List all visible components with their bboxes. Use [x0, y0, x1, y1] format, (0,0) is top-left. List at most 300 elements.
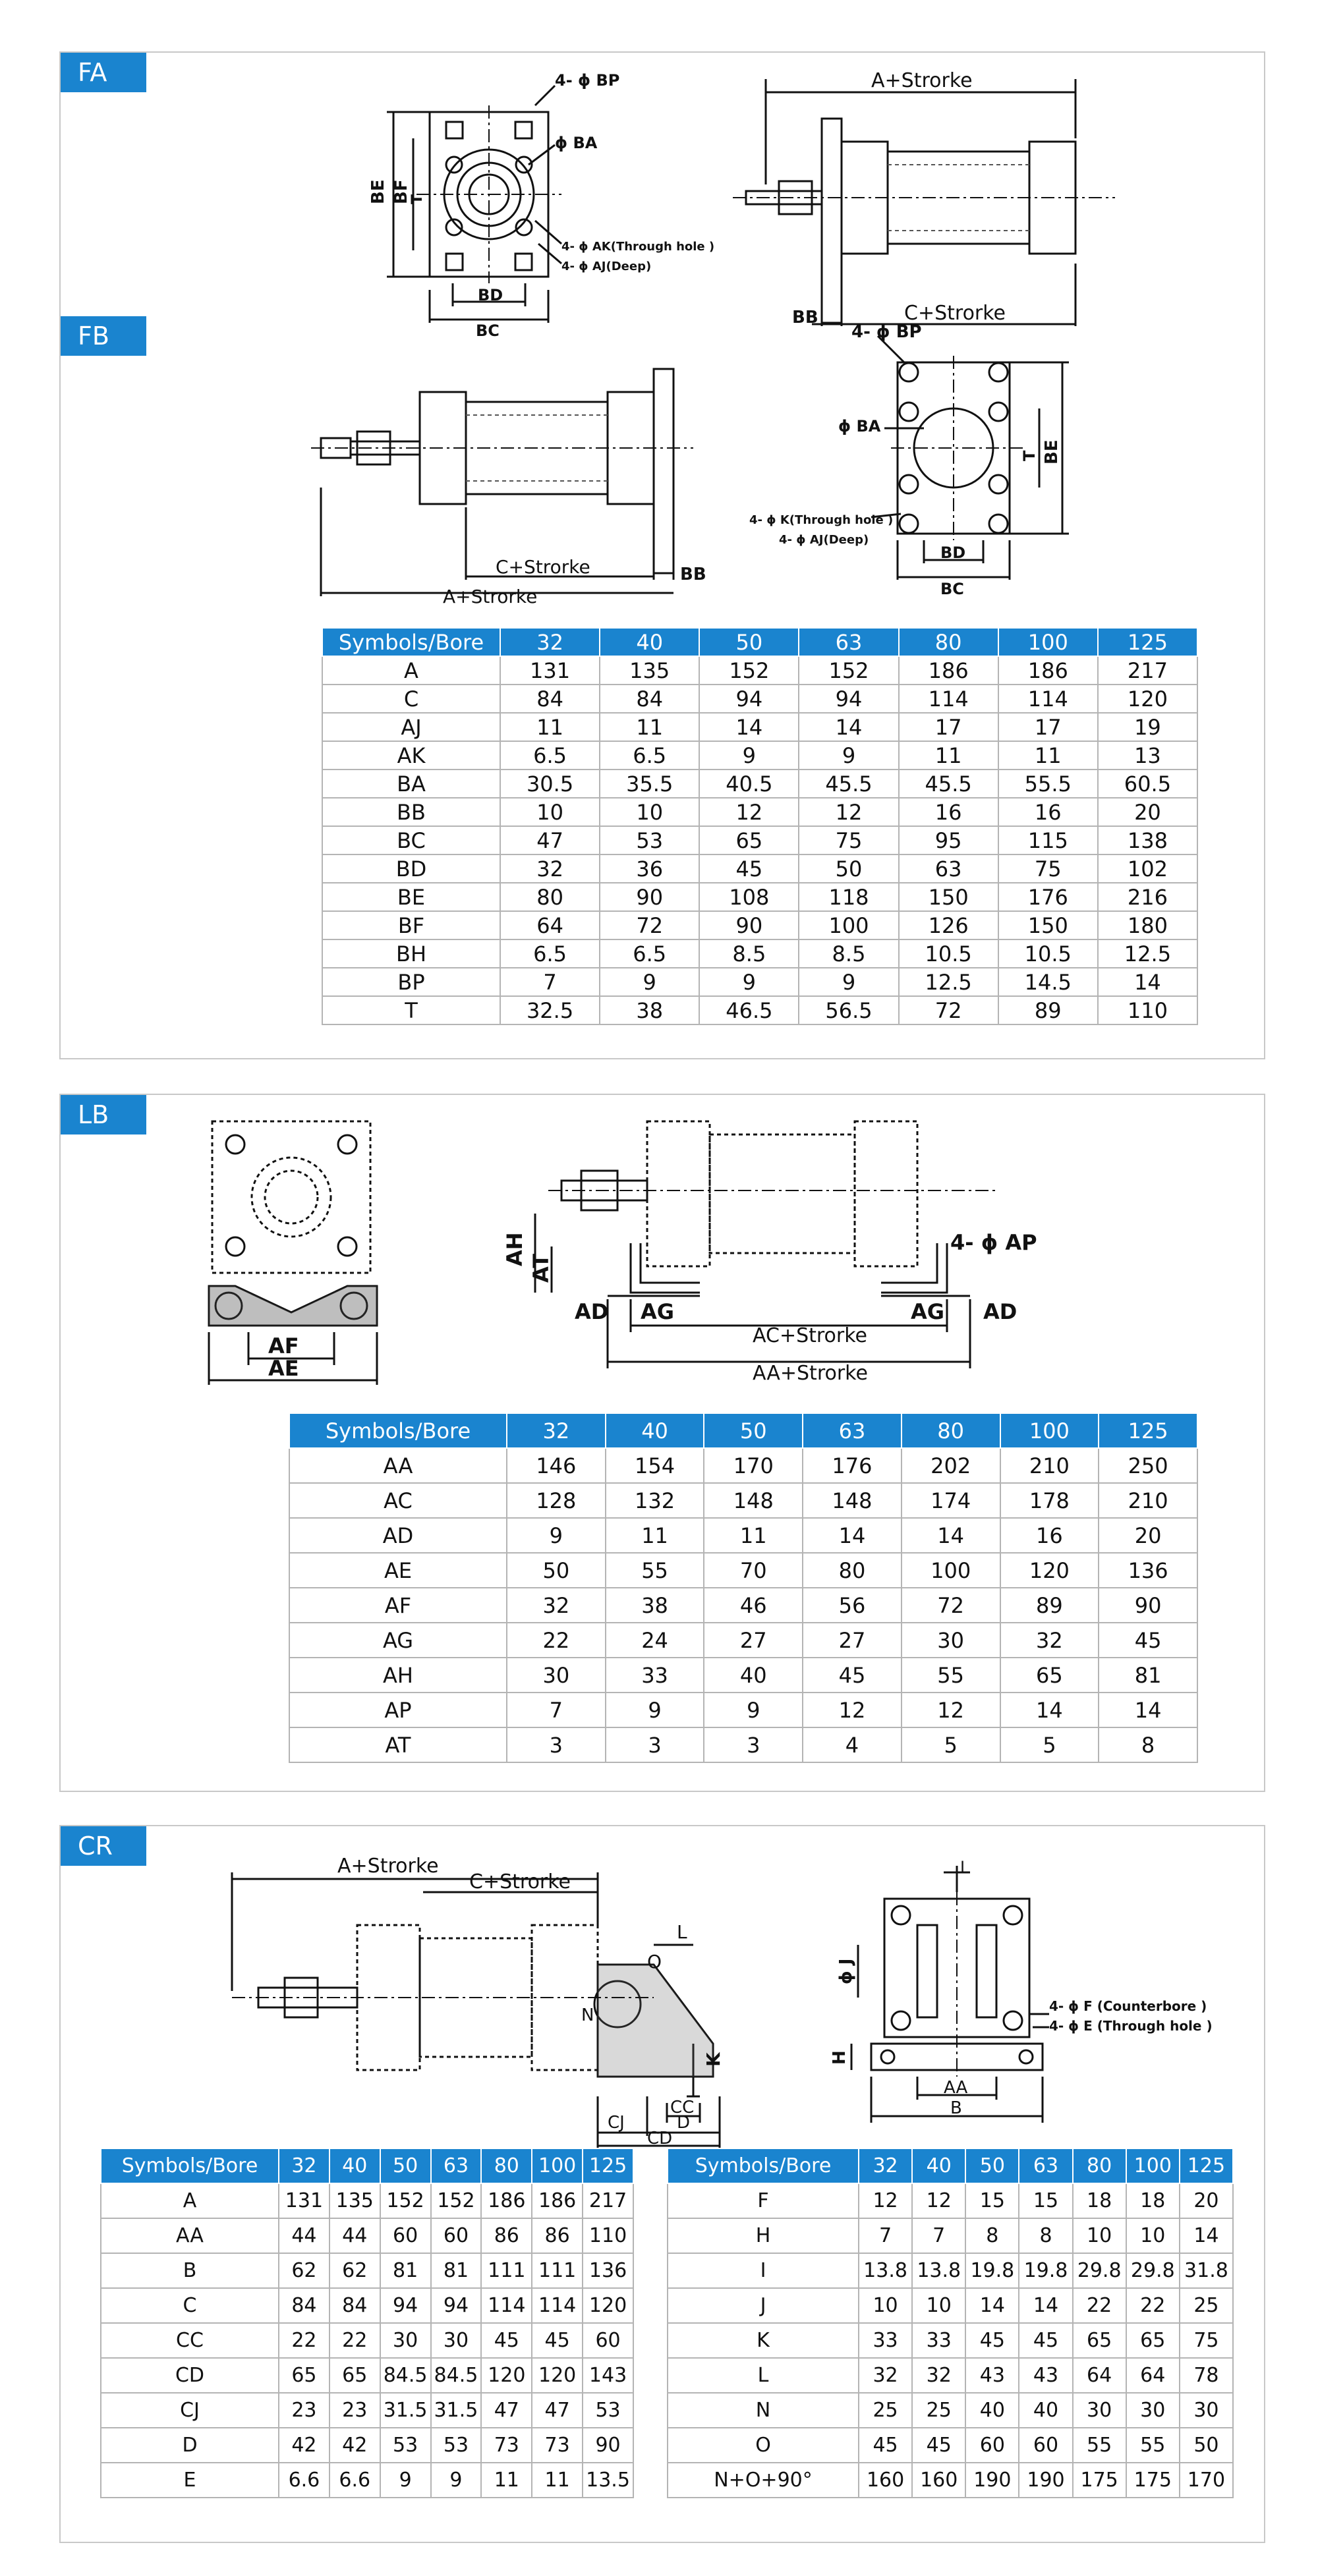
fb-bp-label: 4- ϕ BP [851, 322, 922, 342]
symbol-cell: AF [289, 1588, 507, 1623]
value-cell: 65 [330, 2358, 380, 2393]
table-row [289, 1483, 1197, 1518]
value-cell: 8 [1099, 1727, 1197, 1762]
value-cell: 12 [799, 798, 898, 826]
lb-ad-left-label: AD [575, 1299, 609, 1324]
value-cell: 6.6 [330, 2463, 380, 2498]
fb-front-view-drawing [673, 323, 1174, 613]
value-cell: 30 [1073, 2393, 1126, 2428]
cr-n-label: N [581, 2005, 594, 2025]
value-cell: 11 [532, 2463, 583, 2498]
header-bore-125: 125 [1098, 628, 1197, 656]
value-cell: 19.8 [1019, 2253, 1072, 2288]
value-cell: 30 [507, 1658, 606, 1693]
header-bore-40: 40 [912, 2148, 965, 2183]
lb-ac-stroke-label: AC+Strorke [753, 1324, 868, 1347]
value-cell: 11 [899, 741, 998, 770]
header-bore-32: 32 [500, 628, 600, 656]
value-cell: 180 [1098, 911, 1197, 939]
value-cell: 8 [965, 2218, 1019, 2253]
header-symbols-bore: Symbols/Bore [668, 2148, 859, 2183]
cr-b-label: B [950, 2098, 962, 2118]
value-cell: 90 [600, 883, 699, 911]
value-cell: 84 [330, 2288, 380, 2323]
value-cell: 15 [965, 2183, 1019, 2218]
value-cell: 45.5 [799, 770, 898, 798]
lb-ah-label: AH [502, 1232, 527, 1266]
value-cell: 43 [965, 2358, 1019, 2393]
value-cell: 150 [998, 911, 1098, 939]
cr-d-label: D [677, 2113, 691, 2133]
value-cell: 30 [380, 2323, 431, 2358]
value-cell: 60.5 [1098, 770, 1197, 798]
value-cell: 5 [902, 1727, 1000, 1762]
value-cell: 190 [965, 2463, 1019, 2498]
table-row [322, 854, 1197, 883]
symbol-cell: BP [322, 968, 500, 996]
symbol-cell: AC [289, 1483, 507, 1518]
header-bore-100: 100 [532, 2148, 583, 2183]
fb-bd-label: BD [940, 544, 966, 562]
header-bore-63: 63 [431, 2148, 482, 2183]
symbol-cell: CC [101, 2323, 279, 2358]
value-cell: 75 [1180, 2323, 1233, 2358]
symbol-cell: N [668, 2393, 859, 2428]
fb-t-label: T [1020, 450, 1039, 461]
lb-dimension-table [289, 1413, 1198, 1763]
value-cell: 176 [998, 883, 1098, 911]
value-cell: 3 [704, 1727, 803, 1762]
value-cell: 27 [803, 1623, 902, 1658]
table-row [101, 2288, 633, 2323]
value-cell: 136 [1099, 1553, 1197, 1588]
value-cell: 120 [1098, 685, 1197, 713]
value-cell: 170 [704, 1448, 803, 1483]
cr-cc-label: CC [670, 2098, 695, 2117]
value-cell: 110 [1098, 996, 1197, 1024]
value-cell: 22 [1073, 2288, 1126, 2323]
lb-front-view-drawing [192, 1115, 443, 1381]
value-cell: 75 [998, 854, 1098, 883]
value-cell: 45 [859, 2428, 912, 2463]
value-cell: 60 [965, 2428, 1019, 2463]
table-row [289, 1448, 1197, 1483]
value-cell: 90 [583, 2428, 633, 2463]
value-cell: 46.5 [699, 996, 799, 1024]
value-cell: 45 [1019, 2323, 1072, 2358]
symbol-cell: J [668, 2288, 859, 2323]
value-cell: 53 [600, 826, 699, 854]
value-cell: 45 [803, 1658, 902, 1693]
cr-panel [59, 1825, 1265, 2543]
value-cell: 56 [803, 1588, 902, 1623]
value-cell: 170 [1180, 2463, 1233, 2498]
value-cell: 20 [1099, 1518, 1197, 1553]
value-cell: 53 [583, 2393, 633, 2428]
value-cell: 100 [799, 911, 898, 939]
table-header-row [668, 2148, 1233, 2183]
table-row [668, 2428, 1233, 2463]
value-cell: 108 [699, 883, 799, 911]
cr-side-view-drawing [192, 1846, 851, 2149]
value-cell: 84 [500, 685, 600, 713]
value-cell: 5 [1000, 1727, 1099, 1762]
fa-aj-label: 4- ϕ AJ(Deep) [561, 260, 652, 273]
value-cell: 44 [330, 2218, 380, 2253]
value-cell: 65 [1126, 2323, 1180, 2358]
value-cell: 154 [606, 1448, 704, 1483]
value-cell: 32 [912, 2358, 965, 2393]
table-row [322, 826, 1197, 854]
header-bore-80: 80 [902, 1413, 1000, 1448]
value-cell: 114 [532, 2288, 583, 2323]
header-bore-32: 32 [859, 2148, 912, 2183]
value-cell: 10 [500, 798, 600, 826]
value-cell: 9 [380, 2463, 431, 2498]
value-cell: 210 [1000, 1448, 1099, 1483]
symbol-cell: AA [289, 1448, 507, 1483]
value-cell: 11 [500, 713, 600, 741]
value-cell: 216 [1098, 883, 1197, 911]
table-row [322, 770, 1197, 798]
fa-side-view-drawing [720, 66, 1128, 343]
value-cell: 178 [1000, 1483, 1099, 1518]
fb-c-stroke-label: C+Strorke [496, 556, 590, 578]
table-row [289, 1727, 1197, 1762]
fb-be-label: BE [1042, 439, 1062, 464]
value-cell: 186 [899, 656, 998, 685]
value-cell: 217 [1098, 656, 1197, 685]
value-cell: 33 [606, 1658, 704, 1693]
value-cell: 94 [431, 2288, 482, 2323]
table-row [668, 2393, 1233, 2428]
value-cell: 43 [1019, 2358, 1072, 2393]
value-cell: 6.5 [600, 939, 699, 968]
cr-h-label: H [830, 2050, 849, 2065]
table-row [322, 996, 1197, 1024]
value-cell: 56.5 [799, 996, 898, 1024]
value-cell: 25 [859, 2393, 912, 2428]
value-cell: 42 [279, 2428, 330, 2463]
value-cell: 10 [1126, 2218, 1180, 2253]
value-cell: 32 [500, 854, 600, 883]
value-cell: 9 [799, 741, 898, 770]
value-cell: 176 [803, 1448, 902, 1483]
value-cell: 50 [507, 1553, 606, 1588]
value-cell: 60 [380, 2218, 431, 2253]
value-cell: 72 [899, 996, 998, 1024]
table-row [668, 2463, 1233, 2498]
value-cell: 14 [803, 1518, 902, 1553]
cr-dimension-table-left [100, 2148, 634, 2498]
table-row [289, 1693, 1197, 1727]
fa-fb-panel [59, 51, 1265, 1059]
header-bore-40: 40 [600, 628, 699, 656]
value-cell: 24 [606, 1623, 704, 1658]
value-cell: 9 [704, 1693, 803, 1727]
value-cell: 33 [912, 2323, 965, 2358]
header-bore-63: 63 [803, 1413, 902, 1448]
symbol-cell: CD [101, 2358, 279, 2393]
value-cell: 6.6 [279, 2463, 330, 2498]
cr-tag: CR [61, 1826, 146, 1866]
value-cell: 29.8 [1073, 2253, 1126, 2288]
symbol-cell: BF [322, 911, 500, 939]
header-bore-80: 80 [1073, 2148, 1126, 2183]
value-cell: 9 [507, 1518, 606, 1553]
header-bore-63: 63 [799, 628, 898, 656]
value-cell: 18 [1073, 2183, 1126, 2218]
symbol-cell: C [101, 2288, 279, 2323]
value-cell: 14 [1098, 968, 1197, 996]
value-cell: 40 [965, 2393, 1019, 2428]
header-bore-100: 100 [1126, 2148, 1180, 2183]
value-cell: 75 [799, 826, 898, 854]
fa-bc-label: BC [476, 322, 500, 340]
header-bore-50: 50 [380, 2148, 431, 2183]
value-cell: 50 [1180, 2428, 1233, 2463]
table-row [101, 2428, 633, 2463]
value-cell: 16 [899, 798, 998, 826]
value-cell: 65 [1000, 1658, 1099, 1693]
value-cell: 13 [1098, 741, 1197, 770]
value-cell: 81 [431, 2253, 482, 2288]
value-cell: 30 [1126, 2393, 1180, 2428]
value-cell: 6.5 [500, 741, 600, 770]
value-cell: 22 [1126, 2288, 1180, 2323]
lb-ag-left-label: AG [641, 1299, 675, 1324]
value-cell: 12 [803, 1693, 902, 1727]
value-cell: 81 [380, 2253, 431, 2288]
value-cell: 17 [998, 713, 1098, 741]
header-bore-125: 125 [1099, 1413, 1197, 1448]
header-bore-125: 125 [1180, 2148, 1233, 2183]
value-cell: 8 [1019, 2218, 1072, 2253]
value-cell: 55 [1126, 2428, 1180, 2463]
symbol-cell: I [668, 2253, 859, 2288]
fa-be-label: BE [368, 179, 388, 204]
value-cell: 80 [803, 1553, 902, 1588]
value-cell: 60 [1019, 2428, 1072, 2463]
value-cell: 11 [606, 1518, 704, 1553]
value-cell: 45 [699, 854, 799, 883]
header-bore-63: 63 [1019, 2148, 1072, 2183]
fa-bp-label: 4- ϕ BP [555, 71, 620, 90]
value-cell: 53 [431, 2428, 482, 2463]
cr-aa-label: AA [944, 2078, 968, 2098]
cr-cj-label: CJ [608, 2113, 625, 2133]
value-cell: 12.5 [899, 968, 998, 996]
lb-ag-right-label: AG [911, 1299, 945, 1324]
value-cell: 10.5 [998, 939, 1098, 968]
value-cell: 114 [998, 685, 1098, 713]
value-cell: 38 [606, 1588, 704, 1623]
value-cell: 84.5 [431, 2358, 482, 2393]
value-cell: 47 [500, 826, 600, 854]
value-cell: 102 [1098, 854, 1197, 883]
value-cell: 40 [1019, 2393, 1072, 2428]
value-cell: 4 [803, 1727, 902, 1762]
fb-bb-label: BB [680, 565, 706, 584]
lb-at-label: AT [529, 1253, 554, 1283]
symbol-cell: AP [289, 1693, 507, 1727]
value-cell: 146 [507, 1448, 606, 1483]
symbol-cell: AD [289, 1518, 507, 1553]
fa-ak-label: 4- ϕ AK(Through hole ) [561, 240, 715, 254]
value-cell: 64 [1126, 2358, 1180, 2393]
value-cell: 9 [431, 2463, 482, 2498]
value-cell: 11 [998, 741, 1098, 770]
symbol-cell: AK [322, 741, 500, 770]
value-cell: 14 [902, 1518, 1000, 1553]
value-cell: 47 [481, 2393, 532, 2428]
value-cell: 20 [1098, 798, 1197, 826]
table-row [322, 798, 1197, 826]
fa-bf-label: BF [391, 179, 411, 204]
value-cell: 50 [799, 854, 898, 883]
symbol-cell: AE [289, 1553, 507, 1588]
symbol-cell: C [322, 685, 500, 713]
table-row [289, 1518, 1197, 1553]
fb-k-label: 4- ϕ K(Through hole ) [749, 513, 894, 527]
value-cell: 14 [799, 713, 898, 741]
cr-e-label: 4- ϕ E (Through hole ) [1049, 2018, 1213, 2034]
value-cell: 11 [704, 1518, 803, 1553]
value-cell: 10 [859, 2288, 912, 2323]
value-cell: 55 [902, 1658, 1000, 1693]
value-cell: 12 [699, 798, 799, 826]
fb-dimension-table [322, 627, 1198, 1025]
value-cell: 16 [998, 798, 1098, 826]
value-cell: 17 [899, 713, 998, 741]
value-cell: 132 [606, 1483, 704, 1518]
lb-aa-stroke-label: AA+Strorke [753, 1362, 868, 1385]
header-bore-50: 50 [965, 2148, 1019, 2183]
fa-ba-label: ϕ BA [555, 134, 598, 152]
value-cell: 84 [600, 685, 699, 713]
value-cell: 64 [500, 911, 600, 939]
value-cell: 14 [1019, 2288, 1072, 2323]
value-cell: 217 [583, 2183, 633, 2218]
value-cell: 115 [998, 826, 1098, 854]
header-bore-32: 32 [279, 2148, 330, 2183]
fa-t-label: T [409, 194, 426, 204]
symbol-cell: D [101, 2428, 279, 2463]
value-cell: 138 [1098, 826, 1197, 854]
table-row [668, 2218, 1233, 2253]
value-cell: 64 [1073, 2358, 1126, 2393]
value-cell: 8.5 [699, 939, 799, 968]
value-cell: 186 [481, 2183, 532, 2218]
table-row [322, 656, 1197, 685]
value-cell: 80 [500, 883, 600, 911]
fb-tag: FB [61, 316, 146, 356]
lb-ae-label: AE [268, 1356, 299, 1381]
header-symbols-bore: Symbols/Bore [322, 628, 500, 656]
header-bore-80: 80 [481, 2148, 532, 2183]
value-cell: 31.8 [1180, 2253, 1233, 2288]
value-cell: 13.8 [912, 2253, 965, 2288]
header-bore-40: 40 [606, 1413, 704, 1448]
lb-af-label: AF [268, 1333, 299, 1358]
value-cell: 38 [600, 996, 699, 1024]
value-cell: 23 [279, 2393, 330, 2428]
fa-bb-label: BB [792, 308, 818, 327]
cr-f-label: 4- ϕ F (Counterbore ) [1049, 1998, 1207, 2014]
symbol-cell: B [101, 2253, 279, 2288]
value-cell: 6.5 [500, 939, 600, 968]
value-cell: 152 [380, 2183, 431, 2218]
header-bore-80: 80 [899, 628, 998, 656]
cr-cd-label: CD [647, 2129, 673, 2148]
lb-ap-label: 4- ϕ AP [950, 1230, 1037, 1255]
value-cell: 33 [859, 2323, 912, 2358]
value-cell: 14 [1099, 1693, 1197, 1727]
value-cell: 152 [431, 2183, 482, 2218]
value-cell: 100 [902, 1553, 1000, 1588]
value-cell: 11 [481, 2463, 532, 2498]
value-cell: 65 [279, 2358, 330, 2393]
cr-c-stroke-label: C+Strorke [469, 1870, 571, 1893]
value-cell: 40.5 [699, 770, 799, 798]
value-cell: 60 [583, 2323, 633, 2358]
value-cell: 126 [899, 911, 998, 939]
value-cell: 45 [912, 2428, 965, 2463]
value-cell: 10 [912, 2288, 965, 2323]
value-cell: 45 [532, 2323, 583, 2358]
cr-l-label: L [677, 1921, 687, 1943]
value-cell: 32 [859, 2358, 912, 2393]
value-cell: 160 [859, 2463, 912, 2498]
symbol-cell: AJ [322, 713, 500, 741]
table-row [101, 2463, 633, 2498]
symbol-cell: O [668, 2428, 859, 2463]
value-cell: 90 [1099, 1588, 1197, 1623]
value-cell: 36 [600, 854, 699, 883]
symbol-cell: AT [289, 1727, 507, 1762]
value-cell: 14.5 [998, 968, 1098, 996]
value-cell: 47 [532, 2393, 583, 2428]
value-cell: 210 [1099, 1483, 1197, 1518]
value-cell: 9 [600, 968, 699, 996]
value-cell: 60 [431, 2218, 482, 2253]
table-row [101, 2218, 633, 2253]
value-cell: 120 [481, 2358, 532, 2393]
cr-a-stroke-label: A+Strorke [337, 1855, 439, 1878]
table-row [322, 939, 1197, 968]
value-cell: 35.5 [600, 770, 699, 798]
symbol-cell: H [668, 2218, 859, 2253]
fb-side-view-drawing [258, 356, 733, 606]
value-cell: 250 [1099, 1448, 1197, 1483]
symbol-cell: K [668, 2323, 859, 2358]
lb-side-view-drawing [502, 1108, 1220, 1385]
symbol-cell: BE [322, 883, 500, 911]
table-header-row [101, 2148, 633, 2183]
table-row [668, 2288, 1233, 2323]
table-row [289, 1588, 1197, 1623]
value-cell: 8.5 [799, 939, 898, 968]
value-cell: 174 [902, 1483, 1000, 1518]
table-row [668, 2358, 1233, 2393]
value-cell: 19.8 [965, 2253, 1019, 2288]
header-bore-125: 125 [583, 2148, 633, 2183]
symbol-cell: L [668, 2358, 859, 2393]
value-cell: 120 [532, 2358, 583, 2393]
table-row [289, 1658, 1197, 1693]
table-header-row [322, 628, 1197, 656]
value-cell: 29.8 [1126, 2253, 1180, 2288]
